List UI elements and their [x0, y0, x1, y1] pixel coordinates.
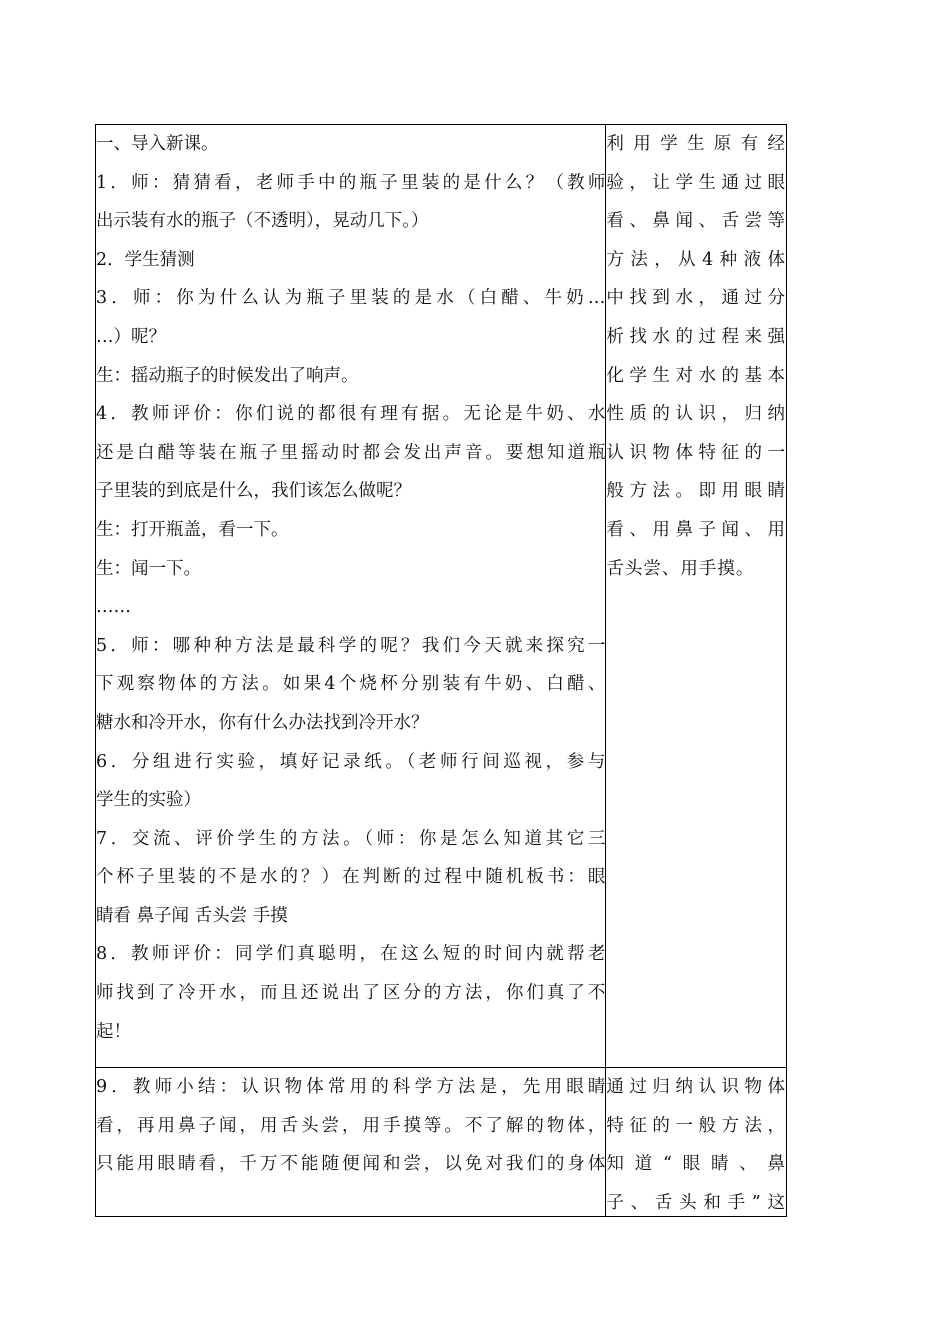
note-line: 验，让学生通过眼: [606, 172, 786, 193]
paragraph-line: 生：闻一下。: [96, 558, 201, 579]
paragraph-line: 师找到了冷开水，而且还说出了区分的方法，你们真了不: [96, 983, 606, 1004]
note-line: 知道“眼睛、鼻: [606, 1154, 786, 1175]
lesson-plan-table: [95, 124, 787, 1217]
teaching-process-text: [96, 1068, 605, 1216]
note-line: 中找到水，通过分: [606, 288, 786, 309]
note-line: 方法，从4种液体: [606, 249, 786, 270]
note-line: 般方法。即用眼睛: [606, 481, 786, 502]
paragraph-line: 起！: [96, 1021, 131, 1042]
teaching-process-text: [96, 125, 605, 1067]
paragraph-line: 一、导入新课。: [96, 134, 219, 154]
paragraph-line: 8．教师评价：同学们真聪明，在这么短的时间内就帮老: [96, 944, 606, 965]
paragraph-line: 睛看 鼻子闻 舌头尝 手摸: [96, 905, 288, 926]
table-row: [96, 125, 787, 1068]
design-intent-cell: [606, 1068, 787, 1217]
note-line: 利用学生原有经: [606, 134, 786, 154]
paragraph-line: ……: [96, 597, 131, 618]
paragraph-line: 下观察物体的方法。如果4个烧杯分别装有牛奶、白醋、: [96, 674, 606, 695]
table-row: [96, 1068, 787, 1217]
paragraph-line: 2．学生猜测: [96, 249, 195, 270]
paragraph-line: 学生的实验）: [96, 790, 201, 811]
note-line: 化学生对水的基本: [606, 365, 786, 386]
design-intent-text: [606, 1068, 786, 1216]
paragraph-line: 个杯子里装的不是水的？）在判断的过程中随机板书：眼: [96, 867, 606, 888]
note-line: 性质的认识，归纳: [606, 404, 786, 425]
paragraph-line: …）呢？: [96, 326, 166, 347]
paragraph-line: 9．教师小结：认识物体常用的科学方法是，先用眼睛: [96, 1077, 606, 1097]
teaching-process-cell: [96, 1068, 606, 1217]
paragraph-line: 3．师：你为什么认为瓶子里装的是水（白醋、牛奶…: [96, 288, 606, 309]
paragraph-line: 看，再用鼻子闻，用舌头尝，用手摸等。不了解的物体，: [96, 1115, 606, 1136]
paragraph-line: 7．交流、评价学生的方法。（师：你是怎么知道其它三: [96, 828, 606, 849]
paragraph-line: 生：打开瓶盖，看一下。: [96, 519, 289, 540]
note-line: 通过归纳认识物体: [606, 1077, 786, 1097]
paragraph-line: 还是白醋等装在瓶子里摇动时都会发出声音。要想知道瓶: [96, 442, 606, 463]
note-line: 认识物体特征的一: [606, 442, 786, 463]
note-line: 舌头尝、用手摸。: [606, 558, 755, 579]
note-line: 析找水的过程来强: [606, 326, 786, 347]
paragraph-line: 子里装的到底是什么，我们该怎么做呢？: [96, 481, 411, 502]
paragraph-line: 1．师：猜猜看，老师手中的瓶子里装的是什么？（教师: [96, 172, 606, 193]
design-intent-cell: [606, 125, 787, 1068]
paragraph-line: 糖水和冷开水，你有什么办法找到冷开水？: [96, 712, 429, 733]
note-line: 看、鼻闻、舌尝等: [606, 211, 786, 232]
paragraph-line: 出示装有水的瓶子（不透明），晃动几下。）: [96, 211, 429, 232]
paragraph-line: 4．教师评价：你们说的都很有理有据。无论是牛奶、水: [96, 404, 606, 425]
teaching-process-cell: [96, 125, 606, 1068]
note-line: 特征的一般方法，: [606, 1115, 786, 1136]
paragraph-line: 5．师：哪种种方法是最科学的呢？我们今天就来探究一: [96, 635, 606, 656]
paragraph-line: 生：摇动瓶子的时候发出了响声。: [96, 365, 359, 386]
paragraph-line: 只能用眼睛看，千万不能随便闻和尝，以免对我们的身体: [96, 1154, 606, 1175]
design-intent-text: [606, 125, 786, 1067]
paragraph-line: 6．分组进行实验，填好记录纸。（老师行间巡视，参与: [96, 751, 606, 772]
note-line: 看、用鼻子闻、用: [606, 519, 786, 540]
note-line: 子、舌头和手”这: [606, 1192, 786, 1213]
